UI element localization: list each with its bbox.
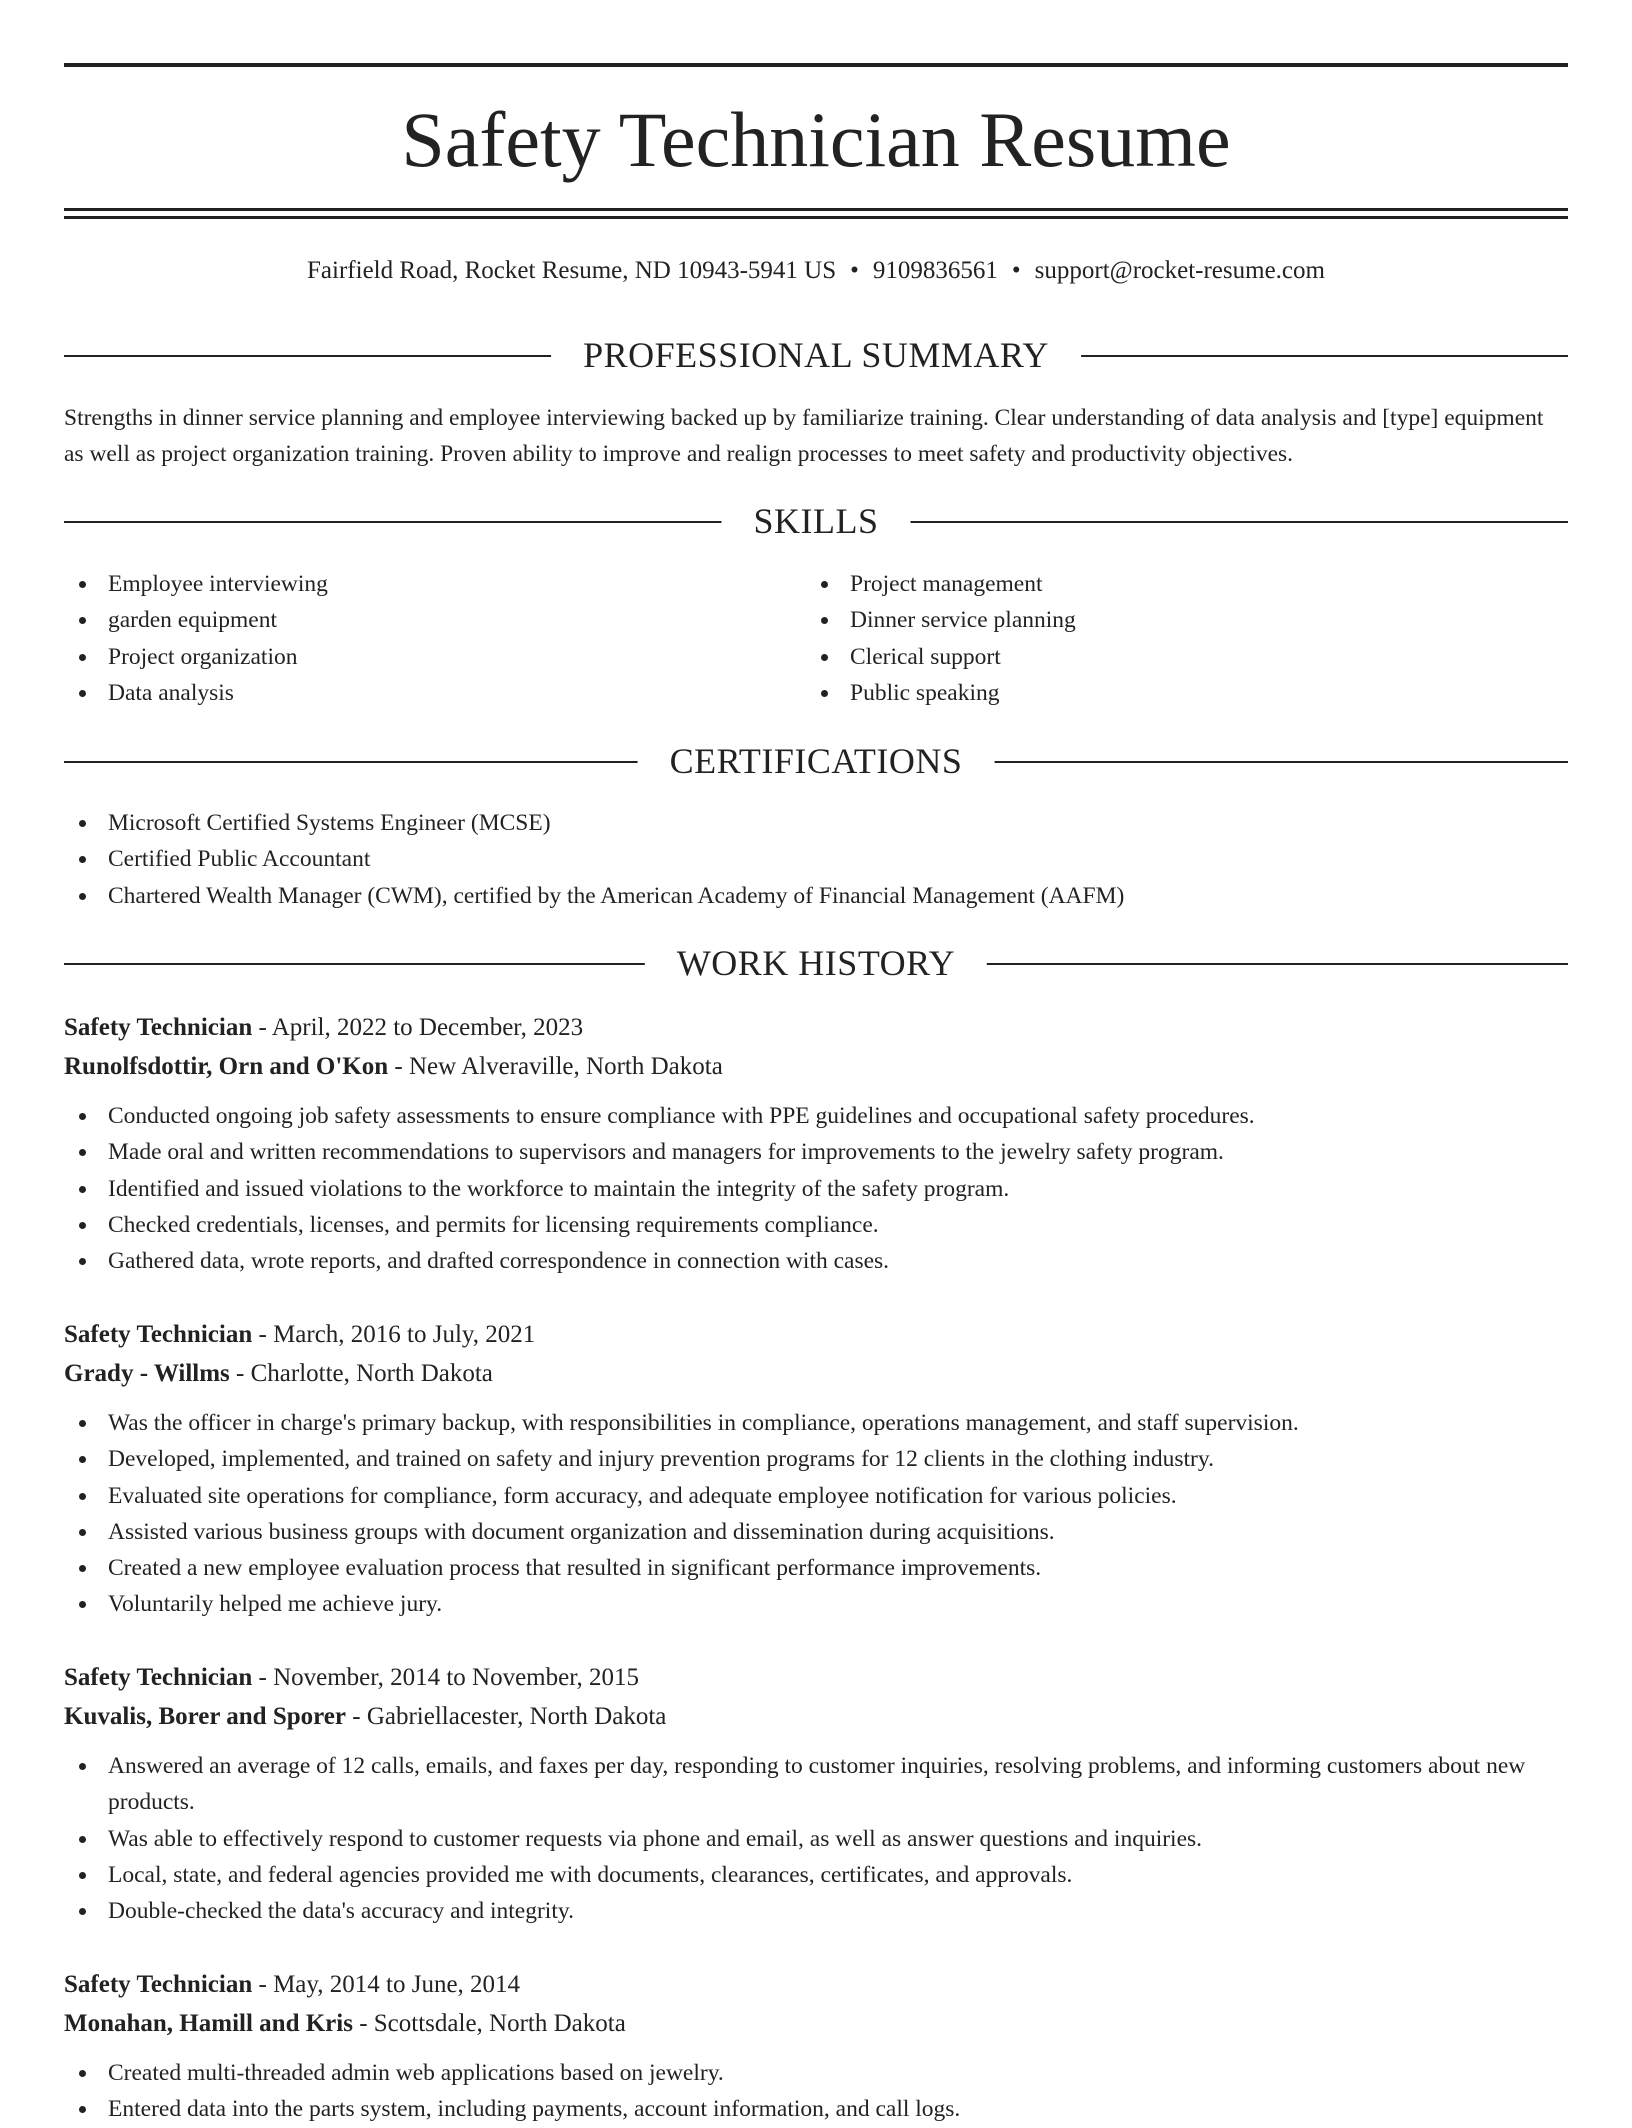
job-company: Grady - Willms (64, 1360, 230, 1387)
job-entry (64, 1008, 1568, 1279)
job-bullet: Created a new employee evaluation process that resulted in significant performance improvements. (64, 1550, 1568, 1586)
certification-item: Microsoft Certified Systems Engineer (MCSE) (64, 805, 1568, 841)
section-heading-skills (64, 499, 1568, 543)
job-company: Kuvalis, Borer and Sporer (64, 1703, 346, 1730)
job-employer: Grady - Willms - Charlotte, North Dakota (64, 1360, 493, 1387)
title-double-rule-lower (64, 216, 1568, 219)
skill-item: Dinner service planning (806, 602, 1566, 638)
job-bullet: Made oral and written recommendations to supervisors and managers for improvements to the jewelry safety program. (64, 1134, 1568, 1170)
resume-title: Safety Technician Resume (401, 96, 1231, 183)
job-bullet: Evaluated site operations for compliance, form accuracy, and adequate employee notification for various policies. (64, 1478, 1568, 1514)
title-double-rule-upper (64, 208, 1568, 211)
job-bullet: Identified and issued violations to the workforce to maintain the integrity of the safety program. (64, 1171, 1568, 1207)
skill-item: Clerical support (806, 639, 1566, 675)
job-entry (64, 1658, 1568, 1929)
job-bullet: Created multi-threaded admin web applications based on jewelry. (64, 2055, 1568, 2091)
job-company: Monahan, Hamill and Kris (64, 2010, 353, 2037)
skill-item: Project management (806, 566, 1566, 602)
job-dates: March, 2016 to July, 2021 (273, 1321, 536, 1348)
job-bullet: Double-checked the data's accuracy and integrity. (64, 1893, 1568, 1929)
job-bullet: Was able to effectively respond to customer requests via phone and email, as well as answer questions and inquiries. (64, 1821, 1568, 1857)
section-heading-certifications (64, 739, 1568, 783)
job-bullet: Conducted ongoing job safety assessments to ensure compliance with PPE guidelines and occupational safety procedures. (64, 1098, 1568, 1134)
job-header: Safety Technician - April, 2022 to December, 2023 (64, 1014, 584, 1041)
job-location: Scottsdale, North Dakota (373, 2010, 626, 2037)
contact-email: support@rocket-resume.com (1034, 257, 1325, 284)
contact-info (64, 254, 1568, 288)
contact-separator: • (850, 257, 859, 284)
skills-list-left (64, 566, 764, 711)
job-bullet: Voluntarily helped me achieve jury. (64, 1586, 1568, 1622)
job-bullets (64, 1748, 1568, 1929)
summary-text: Strengths in dinner service planning and employee interviewing backed up by familiarize training. Clear understanding of data analysis and [type] equipment as well as project organization training. Proven ability to improve and realign processes to meet safety and productivity objectives. (64, 405, 1544, 467)
job-title: Safety Technician (64, 1014, 253, 1041)
job-bullet: Assisted various business groups with document organization and dissemination during acquisitions. (64, 1514, 1568, 1550)
job-employer: Runolfsdottir, Orn and O'Kon - New Alveraville, North Dakota (64, 1053, 723, 1080)
top-rule (64, 63, 1568, 67)
contact-address: Fairfield Road, Rocket Resume, ND 10943-5941 US (307, 257, 837, 284)
job-location: New Alveraville, North Dakota (409, 1053, 723, 1080)
certifications-list (64, 805, 1568, 914)
job-title: Safety Technician (64, 1321, 253, 1348)
section-heading-summary (64, 333, 1568, 377)
certification-item: Certified Public Accountant (64, 841, 1568, 877)
section-title: CERTIFICATIONS (638, 739, 995, 783)
job-bullet: Entered data into the parts system, including payments, account information, and call logs. (64, 2091, 1568, 2127)
certification-item: Chartered Wealth Manager (CWM), certified by the American Academy of Financial Management (AAFM) (64, 878, 1568, 914)
job-bullets (64, 1405, 1568, 1623)
job-entry (64, 1965, 1568, 2128)
job-dates: November, 2014 to November, 2015 (273, 1664, 640, 1691)
job-bullets (64, 1098, 1568, 1279)
job-bullet: Checked credentials, licenses, and permits for licensing requirements compliance. (64, 1207, 1568, 1243)
section-title: PROFESSIONAL SUMMARY (551, 333, 1081, 377)
section-title: WORK HISTORY (645, 941, 987, 985)
job-header: Safety Technician - May, 2014 to June, 2014 (64, 1971, 521, 1998)
contact-separator: • (1011, 257, 1021, 284)
job-bullet: Developed, implemented, and trained on safety and injury prevention programs for 12 clients in the clothing industry. (64, 1441, 1568, 1477)
job-title: Safety Technician (64, 1971, 253, 1998)
skill-item: Project organization (64, 639, 764, 675)
skill-item: Public speaking (806, 675, 1566, 711)
job-location: Charlotte, North Dakota (250, 1360, 493, 1387)
skill-item: garden equipment (64, 602, 764, 638)
job-employer: Monahan, Hamill and Kris - Scottsdale, North Dakota (64, 2010, 626, 2037)
section-heading-work-history (64, 941, 1568, 985)
job-header: Safety Technician - November, 2014 to November, 2015 (64, 1664, 640, 1691)
job-bullet: Gathered data, wrote reports, and drafted correspondence in connection with cases. (64, 1243, 1568, 1279)
section-title: SKILLS (721, 499, 910, 543)
job-entry (64, 1315, 1568, 1623)
skill-item: Employee interviewing (64, 566, 764, 602)
job-dates: May, 2014 to June, 2014 (273, 1971, 521, 1998)
job-bullets (64, 2055, 1568, 2128)
job-employer: Kuvalis, Borer and Sporer - Gabriellacester, North Dakota (64, 1703, 667, 1730)
skills-list-right (806, 566, 1566, 711)
job-bullet: Local, state, and federal agencies provided me with documents, clearances, certificates, and approvals. (64, 1857, 1568, 1893)
job-location: Gabriellacester, North Dakota (366, 1703, 667, 1730)
job-bullet: Answered an average of 12 calls, emails, and faxes per day, responding to customer inquiries, resolving problems, and informing customers about new products. (64, 1748, 1568, 1821)
job-company: Runolfsdottir, Orn and O'Kon (64, 1053, 389, 1080)
contact-phone: 9109836561 (872, 257, 998, 284)
skill-item: Data analysis (64, 675, 764, 711)
job-header: Safety Technician - March, 2016 to July, 2021 (64, 1321, 536, 1348)
job-bullet: Was the officer in charge's primary backup, with responsibilities in compliance, operations management, and staff supervision. (64, 1405, 1568, 1441)
job-dates: April, 2022 to December, 2023 (271, 1014, 584, 1041)
job-title: Safety Technician (64, 1664, 253, 1691)
